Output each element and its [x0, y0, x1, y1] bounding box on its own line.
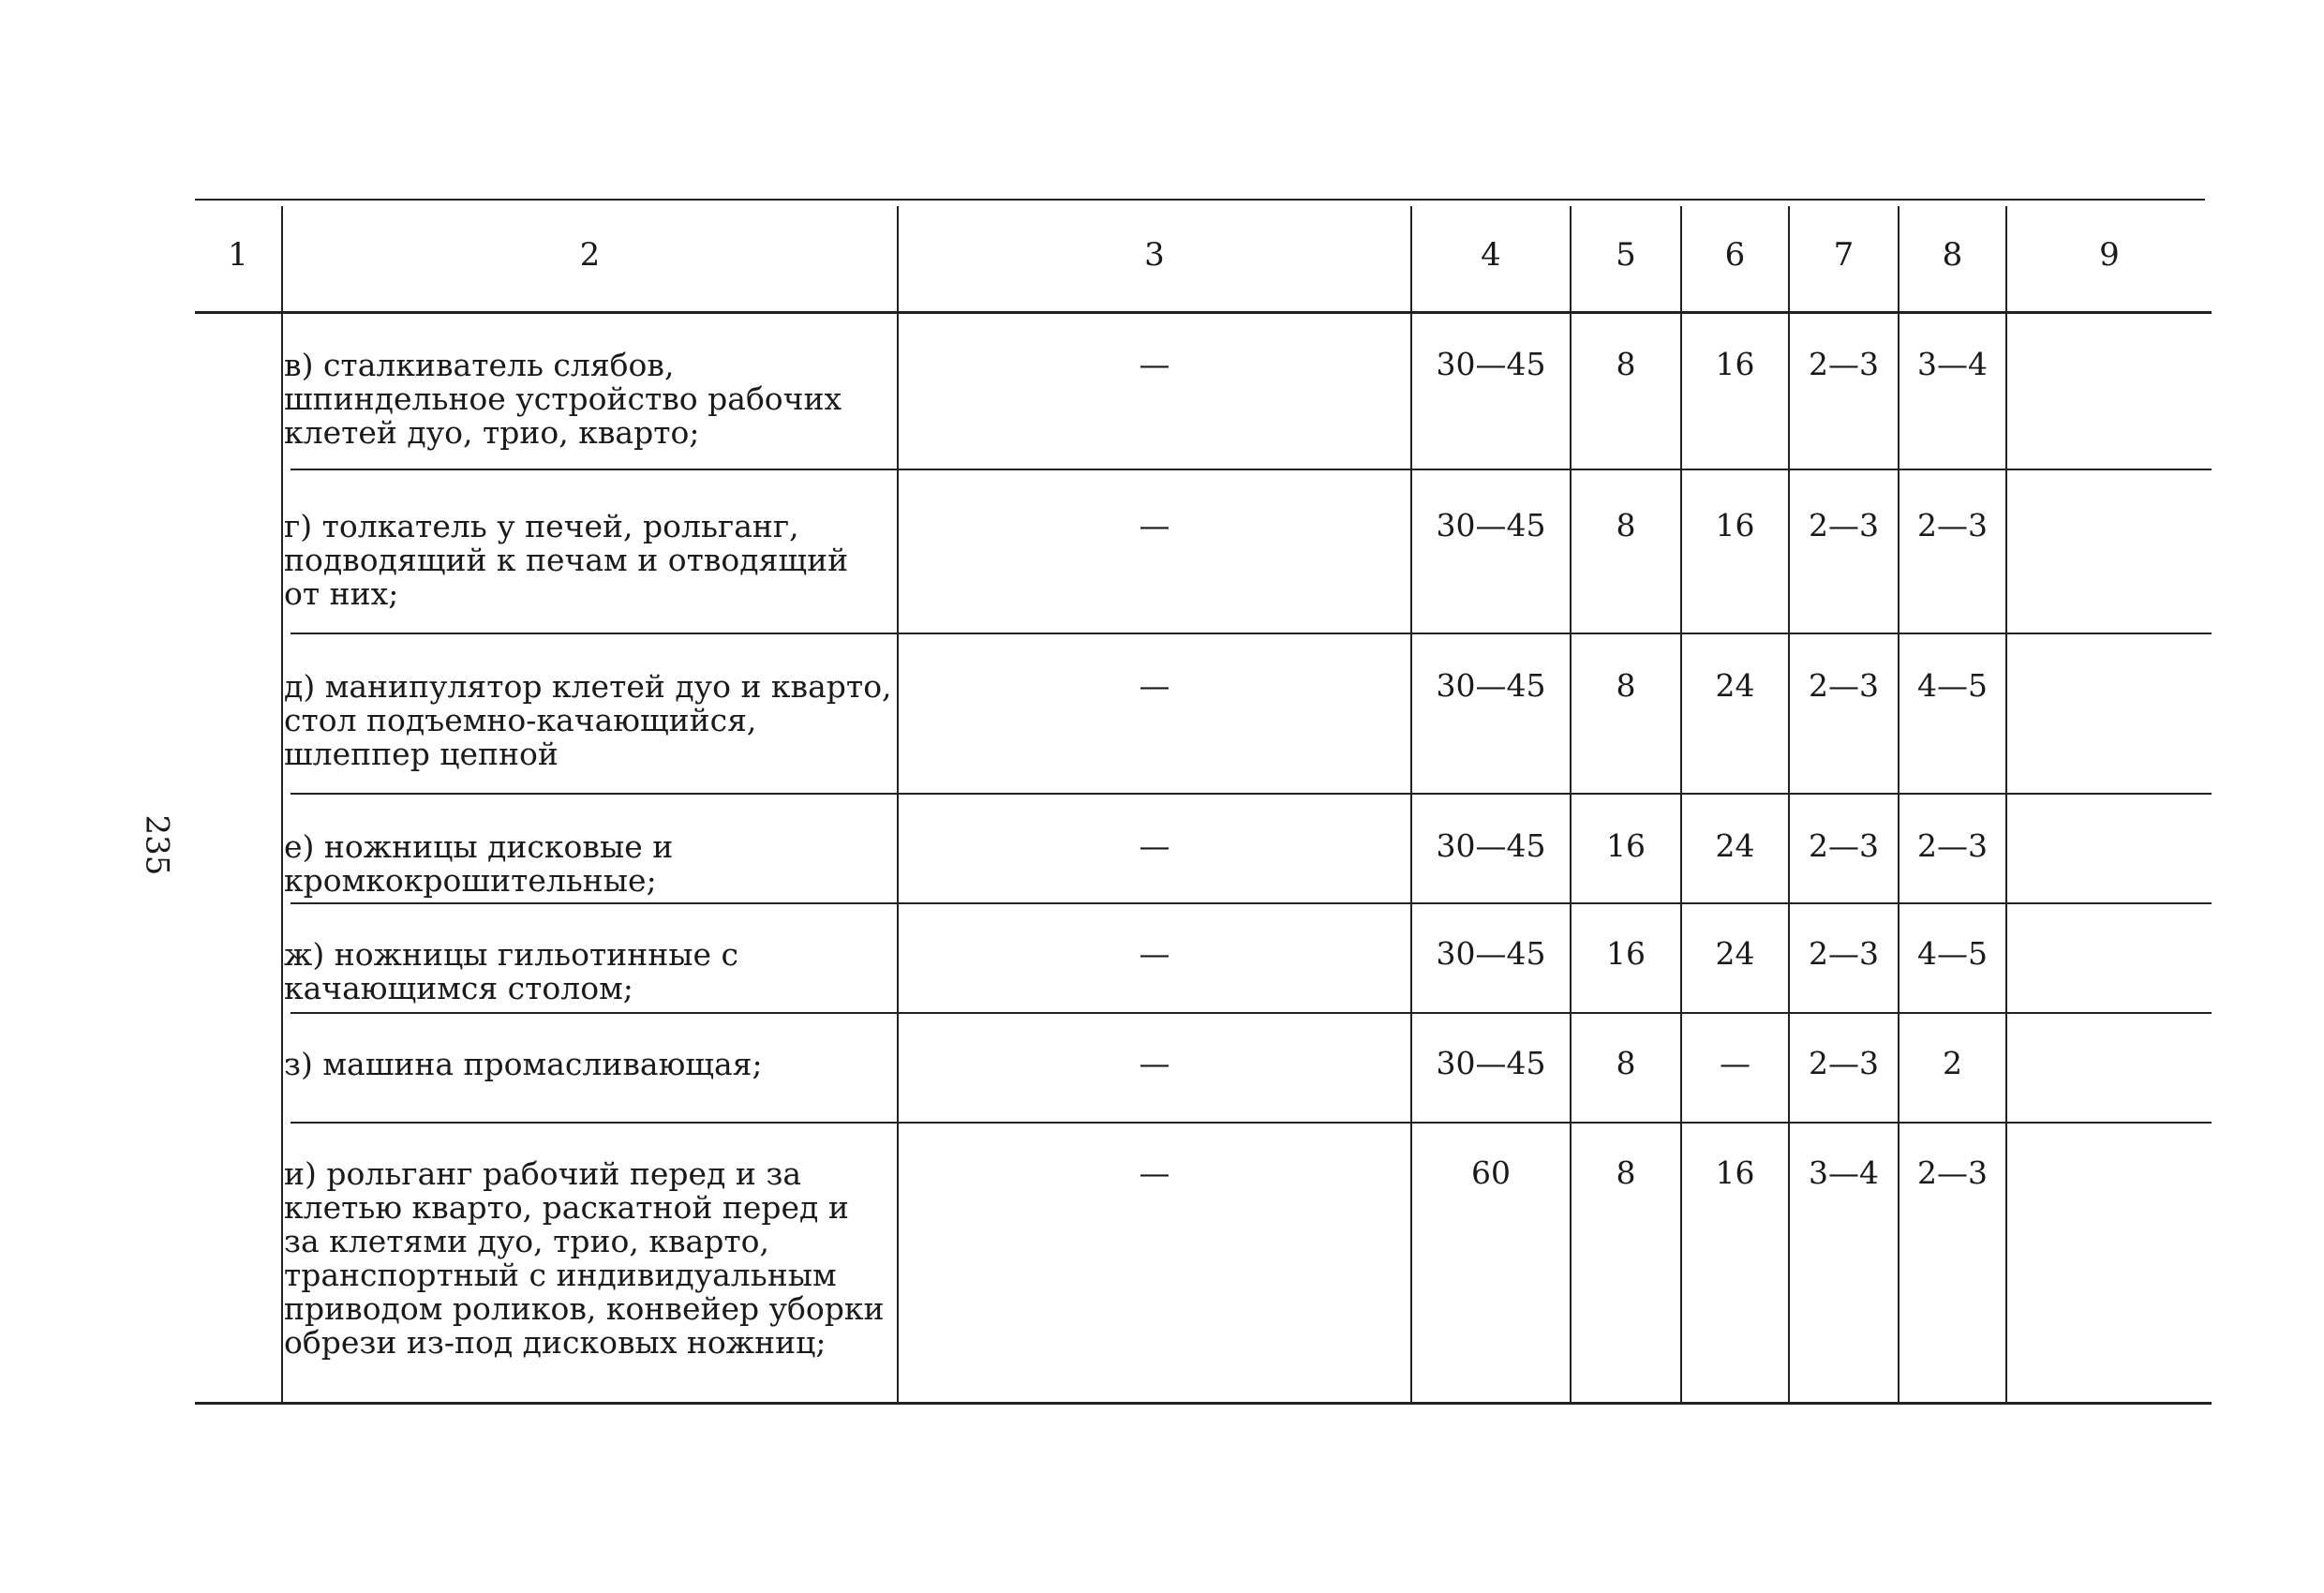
cell-col-5: 8 — [1616, 346, 1636, 382]
table-row-description — [284, 938, 893, 1005]
cell-col-5: 8 — [1616, 1154, 1636, 1191]
cell-col-3: — — [1139, 667, 1170, 704]
row-text: манипулятор клетей дуо и кварто, стол подъемно-качающийся, шлеппер цепной — [284, 668, 892, 772]
row-text: толкатель у печей, рольганг, подводящий к печам и отводящий от них; — [284, 508, 849, 612]
row-divider — [290, 469, 2212, 470]
header-col-1: 1 — [228, 236, 248, 274]
cell-col-7: 2—3 — [1809, 1045, 1879, 1081]
cell-col-4: 30—45 — [1436, 667, 1546, 704]
cell-col-7: 2—3 — [1809, 827, 1879, 864]
cell-col-7: 3—4 — [1809, 1154, 1879, 1191]
table-top-rule — [195, 199, 2205, 201]
cell-col-8: 4—5 — [1917, 667, 1988, 704]
row-letter: в) — [284, 347, 314, 383]
cell-col-3: — — [1139, 1154, 1170, 1191]
row-divider — [290, 633, 2212, 634]
header-bottom-rule — [195, 311, 2212, 314]
row-letter: и) — [284, 1155, 317, 1192]
header-col-8: 8 — [1942, 236, 1963, 274]
row-letter: з) — [284, 1046, 313, 1082]
cell-col-5: 16 — [1606, 827, 1646, 864]
cell-col-3: — — [1139, 1045, 1170, 1081]
header-col-5: 5 — [1616, 236, 1636, 274]
row-letter: д) — [284, 668, 316, 705]
column-divider — [281, 206, 283, 1404]
column-divider — [1680, 206, 1682, 1404]
row-text: ножницы дисковые и кромкокрошительные; — [284, 828, 674, 899]
row-letter: ж) — [284, 936, 325, 973]
row-text: машина промасливающая; — [322, 1046, 763, 1082]
cell-col-4: 60 — [1471, 1154, 1511, 1191]
cell-col-8: 2—3 — [1917, 507, 1988, 543]
cell-col-4: 30—45 — [1436, 507, 1546, 543]
table-row-description — [284, 1048, 893, 1081]
header-col-6: 6 — [1724, 236, 1746, 274]
cell-col-5: 8 — [1616, 507, 1636, 543]
cell-col-8: 4—5 — [1917, 935, 1988, 972]
row-divider — [290, 1122, 2212, 1124]
cell-col-6: 16 — [1715, 346, 1755, 382]
cell-col-6: 24 — [1715, 667, 1755, 704]
cell-col-5: 16 — [1606, 935, 1646, 972]
cell-col-6: 24 — [1715, 827, 1755, 864]
column-divider — [2005, 206, 2007, 1404]
cell-col-4: 30—45 — [1436, 935, 1546, 972]
header-col-3: 3 — [1144, 236, 1165, 274]
column-divider — [897, 206, 899, 1404]
cell-col-6: 24 — [1715, 935, 1755, 972]
row-divider — [290, 902, 2212, 904]
table-row-description — [284, 349, 893, 450]
table-bottom-rule — [195, 1402, 2212, 1405]
row-divider — [290, 1012, 2212, 1014]
cell-col-5: 8 — [1616, 1045, 1636, 1081]
column-divider — [1788, 206, 1790, 1404]
cell-col-3: — — [1139, 346, 1170, 382]
header-col-9: 9 — [2099, 236, 2120, 274]
cell-col-4: 30—45 — [1436, 1045, 1546, 1081]
column-divider — [1410, 206, 1412, 1404]
cell-col-8: 3—4 — [1917, 346, 1988, 382]
column-divider — [1570, 206, 1572, 1404]
row-text: ножницы гильотинные с качающимся столом; — [284, 936, 739, 1006]
table-row-description — [284, 830, 893, 898]
cell-col-8: 2—3 — [1917, 827, 1988, 864]
cell-col-6: 16 — [1715, 1154, 1755, 1191]
cell-col-6: — — [1720, 1045, 1750, 1081]
cell-col-6: 16 — [1715, 507, 1755, 543]
header-col-4: 4 — [1481, 236, 1501, 274]
cell-col-8: 2—3 — [1917, 1154, 1988, 1191]
cell-col-7: 2—3 — [1809, 667, 1879, 704]
row-text: рольганг рабочий перед и за клетью кварто, раскатной перед и за клетями дуо, трио, кварто, транспортный с индивидуальным приводом роликов, конвейер уборки обрези из-под дисковых ножниц; — [284, 1155, 885, 1361]
cell-col-3: — — [1139, 935, 1170, 972]
cell-col-4: 30—45 — [1436, 346, 1546, 382]
table-row-description — [284, 510, 893, 611]
cell-col-3: — — [1139, 827, 1170, 864]
column-divider — [1898, 206, 1899, 1404]
row-divider — [290, 793, 2212, 795]
cell-col-5: 8 — [1616, 667, 1636, 704]
table-row-description — [284, 670, 893, 771]
header-col-7: 7 — [1833, 236, 1855, 274]
row-letter: г) — [284, 508, 313, 544]
cell-col-3: — — [1139, 507, 1170, 543]
cell-col-7: 2—3 — [1809, 935, 1879, 972]
header-col-2: 2 — [579, 236, 601, 274]
row-text: сталкиватель слябов, шпиндельное устройство рабочих клетей дуо, трио, кварто; — [284, 347, 842, 451]
table-row-description — [284, 1157, 893, 1360]
cell-col-7: 2—3 — [1809, 346, 1879, 382]
row-letter: е) — [284, 828, 315, 865]
page-number: 235 — [138, 814, 176, 876]
cell-col-8: 2 — [1943, 1045, 1962, 1081]
cell-col-4: 30—45 — [1436, 827, 1546, 864]
cell-col-7: 2—3 — [1809, 507, 1879, 543]
